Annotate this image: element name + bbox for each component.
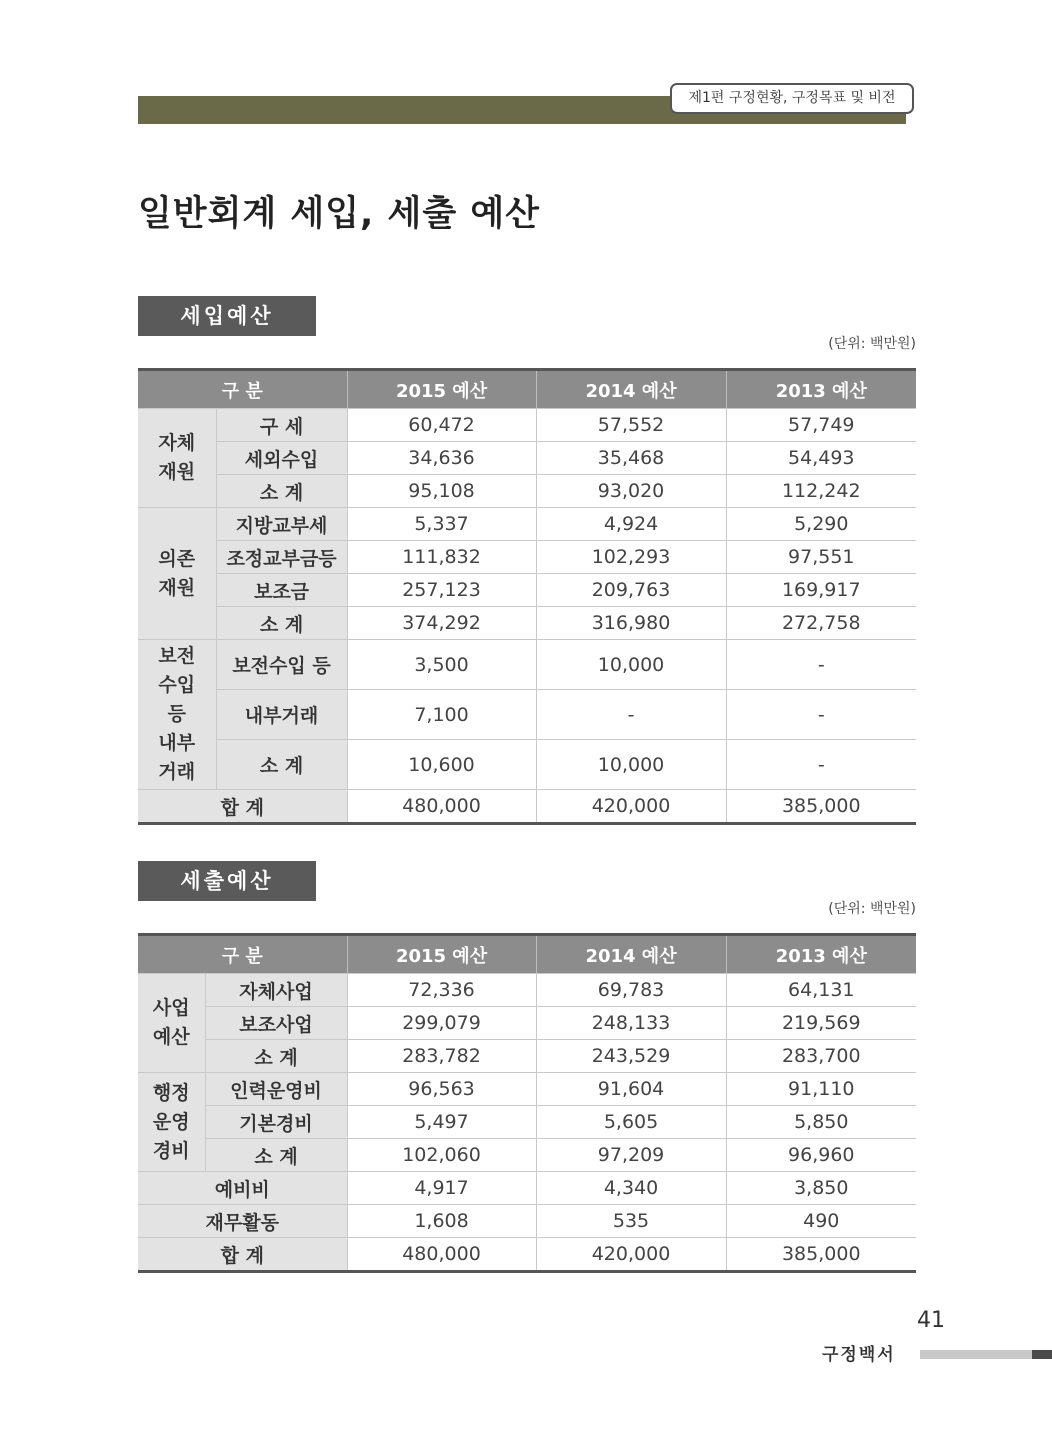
value-cell: 243,529: [536, 1040, 726, 1073]
value-cell: 420,000: [536, 1238, 726, 1272]
table-row: [138, 690, 916, 740]
revenue-unit: (단위: 백만원): [828, 336, 916, 352]
row-label: 세외수입: [216, 442, 347, 475]
value-cell: 112,242: [726, 475, 916, 508]
value-cell: 96,960: [726, 1139, 916, 1172]
value-cell: 299,079: [347, 1007, 536, 1040]
table-row: [138, 1139, 916, 1172]
column-header: 2013 예산: [726, 370, 916, 409]
row-label: 소 계: [216, 607, 347, 640]
row-label: 소 계: [205, 1139, 347, 1172]
table-row: [138, 1007, 916, 1040]
value-cell: 169,917: [726, 574, 916, 607]
row-label: 보전수입 등: [216, 640, 347, 690]
value-cell: 5,850: [726, 1106, 916, 1139]
value-cell: 72,336: [347, 974, 536, 1007]
value-cell: 10,000: [536, 640, 726, 690]
column-header: 2015 예산: [347, 370, 536, 409]
column-header: 구 분: [138, 370, 347, 409]
value-cell: 69,783: [536, 974, 726, 1007]
value-cell: 272,758: [726, 607, 916, 640]
expenditure-unit: (단위: 백만원): [828, 901, 916, 917]
footer-bar: [920, 1350, 1032, 1359]
chapter-tab: 제1편 구정현황, 구정목표 및 비전: [670, 83, 914, 114]
value-cell: 3,500: [347, 640, 536, 690]
group-label: 자체 재원: [138, 409, 216, 508]
value-cell: 4,340: [536, 1172, 726, 1205]
value-cell: 57,749: [726, 409, 916, 442]
value-cell: 490: [726, 1205, 916, 1238]
value-cell: 480,000: [347, 790, 536, 824]
value-cell: 95,108: [347, 475, 536, 508]
expenditure-table: [138, 933, 916, 1273]
value-cell: 93,020: [536, 475, 726, 508]
group-label: 행정 운영 경비: [138, 1073, 205, 1172]
row-label: 재무활동: [138, 1205, 347, 1238]
group-label: 사업 예산: [138, 974, 205, 1073]
table-row: [138, 508, 916, 541]
row-label: 소 계: [216, 475, 347, 508]
revenue-section-label: 세입예산: [138, 296, 316, 336]
column-header: 2015 예산: [347, 935, 536, 974]
row-label: 인력운영비: [205, 1073, 347, 1106]
column-header: 구 분: [138, 935, 347, 974]
value-cell: 97,209: [536, 1139, 726, 1172]
value-cell: 97,551: [726, 541, 916, 574]
row-label: 자체사업: [205, 974, 347, 1007]
row-label: 소 계: [216, 740, 347, 790]
value-cell: 257,123: [347, 574, 536, 607]
table-row: [138, 640, 916, 690]
total-label: 합 계: [138, 1238, 347, 1272]
row-label: 기본경비: [205, 1106, 347, 1139]
value-cell: 283,782: [347, 1040, 536, 1073]
table-row: [138, 974, 916, 1007]
value-cell: 35,468: [536, 442, 726, 475]
table-row: [138, 1205, 916, 1238]
value-cell: 102,060: [347, 1139, 536, 1172]
value-cell: 283,700: [726, 1040, 916, 1073]
row-label: 소 계: [205, 1040, 347, 1073]
value-cell: 535: [536, 1205, 726, 1238]
value-cell: 385,000: [726, 790, 916, 824]
value-cell: 96,563: [347, 1073, 536, 1106]
table-row: [138, 740, 916, 790]
value-cell: -: [726, 640, 916, 690]
value-cell: 5,337: [347, 508, 536, 541]
footer-bar-accent: [1032, 1350, 1052, 1359]
value-cell: -: [726, 690, 916, 740]
value-cell: 102,293: [536, 541, 726, 574]
revenue-table: [138, 368, 916, 825]
page-title: 일반회계 세입, 세출 예산: [138, 194, 540, 234]
value-cell: 1,608: [347, 1205, 536, 1238]
row-label: 지방교부세: [216, 508, 347, 541]
table-row: [138, 1106, 916, 1139]
value-cell: 248,133: [536, 1007, 726, 1040]
table-row: [138, 475, 916, 508]
page-number: 41: [917, 1308, 945, 1333]
table-row: [138, 541, 916, 574]
table-row: [138, 442, 916, 475]
table-row: [138, 409, 916, 442]
value-cell: 385,000: [726, 1238, 916, 1272]
value-cell: 5,497: [347, 1106, 536, 1139]
value-cell: 420,000: [536, 790, 726, 824]
value-cell: 480,000: [347, 1238, 536, 1272]
value-cell: 7,100: [347, 690, 536, 740]
row-label: 보조금: [216, 574, 347, 607]
value-cell: 60,472: [347, 409, 536, 442]
value-cell: 111,832: [347, 541, 536, 574]
column-header: 2014 예산: [536, 935, 726, 974]
total-row: [138, 1238, 916, 1272]
value-cell: 219,569: [726, 1007, 916, 1040]
value-cell: 3,850: [726, 1172, 916, 1205]
total-label: 합 계: [138, 790, 347, 824]
value-cell: 5,605: [536, 1106, 726, 1139]
value-cell: 91,604: [536, 1073, 726, 1106]
table-row: [138, 1172, 916, 1205]
value-cell: 57,552: [536, 409, 726, 442]
total-row: [138, 790, 916, 824]
value-cell: -: [536, 690, 726, 740]
value-cell: 54,493: [726, 442, 916, 475]
column-header: 2014 예산: [536, 370, 726, 409]
expenditure-section-label: 세출예산: [138, 861, 316, 901]
table-row: [138, 1040, 916, 1073]
value-cell: 10,600: [347, 740, 536, 790]
row-label: 보조사업: [205, 1007, 347, 1040]
value-cell: 4,917: [347, 1172, 536, 1205]
row-label: 조정교부금등: [216, 541, 347, 574]
value-cell: 374,292: [347, 607, 536, 640]
table-row: [138, 574, 916, 607]
value-cell: -: [726, 740, 916, 790]
value-cell: 4,924: [536, 508, 726, 541]
value-cell: 5,290: [726, 508, 916, 541]
row-label: 내부거래: [216, 690, 347, 740]
value-cell: 34,636: [347, 442, 536, 475]
table-row: [138, 1073, 916, 1106]
value-cell: 316,980: [536, 607, 726, 640]
group-label: 의존 재원: [138, 508, 216, 640]
row-label: 구 세: [216, 409, 347, 442]
column-header: 2013 예산: [726, 935, 916, 974]
value-cell: 91,110: [726, 1073, 916, 1106]
row-label: 예비비: [138, 1172, 347, 1205]
value-cell: 10,000: [536, 740, 726, 790]
group-label: 보전 수입 등 내부 거래: [138, 640, 216, 790]
value-cell: 64,131: [726, 974, 916, 1007]
footer-label: 구정백서: [822, 1345, 896, 1365]
table-row: [138, 607, 916, 640]
value-cell: 209,763: [536, 574, 726, 607]
